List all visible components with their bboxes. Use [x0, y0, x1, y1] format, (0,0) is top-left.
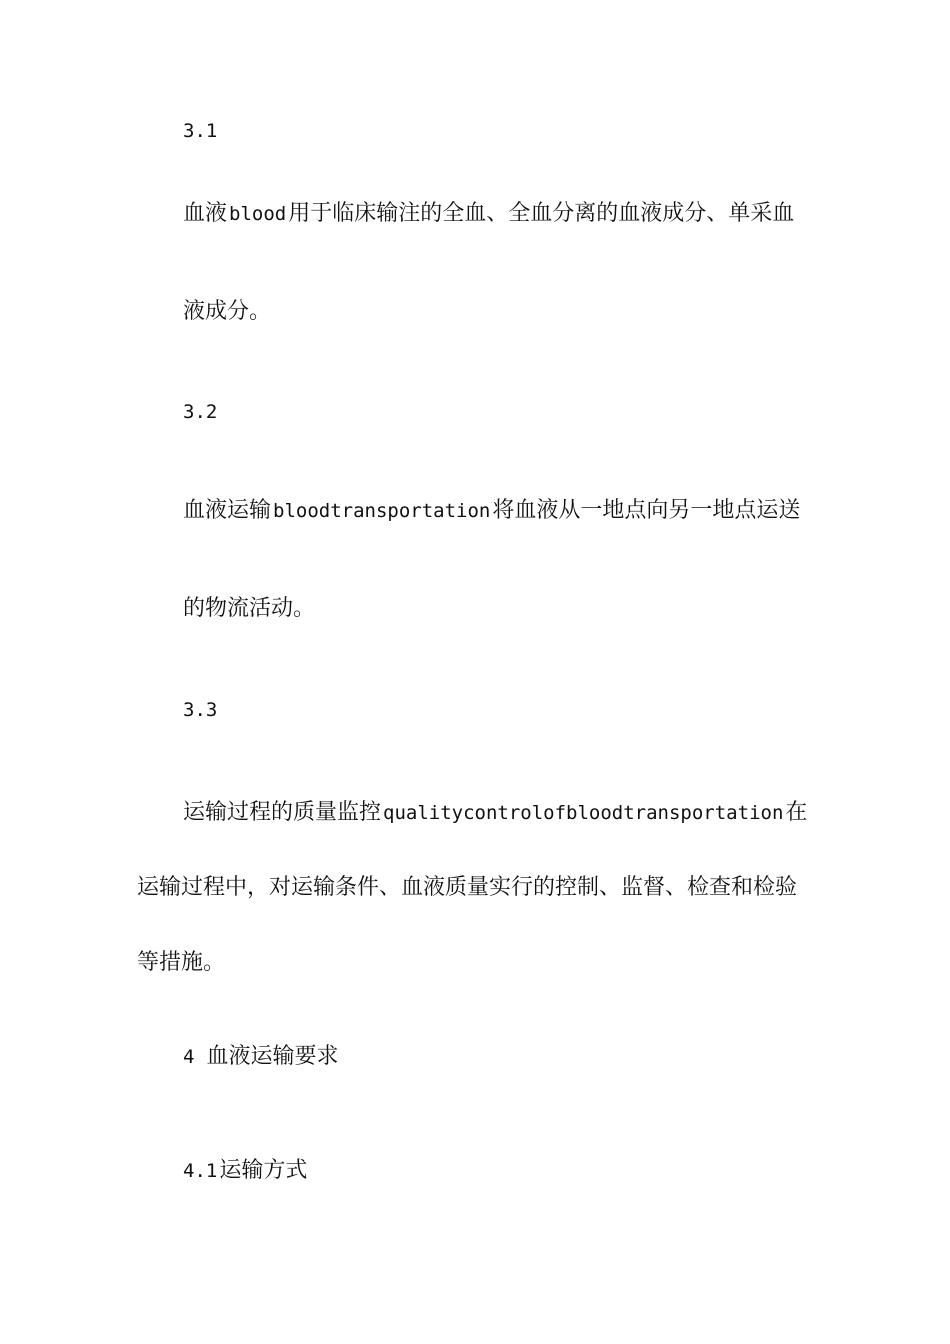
- definition-text: 在: [785, 800, 808, 825]
- definition-quality-line-3: [137, 949, 225, 977]
- definition-blood-line-1: [183, 200, 794, 228]
- term-en: bloodtransportation: [273, 500, 491, 522]
- section-heading-4-1: [183, 1157, 307, 1185]
- definition-transport-line-1: [183, 497, 800, 525]
- section-number-text: 3.2: [183, 401, 218, 423]
- definition-text: 的物流活动。: [183, 596, 316, 621]
- term-zh: 血液: [183, 201, 228, 226]
- definition-transport-line-2: [183, 595, 315, 623]
- section-heading-4: [183, 1043, 338, 1071]
- section-number-text: 3.3: [183, 699, 218, 721]
- section-number-text: 4.1: [183, 1160, 218, 1182]
- section-title: 血液运输要求: [206, 1044, 339, 1069]
- definition-text: 将血液从一地点向另一地点运送: [492, 498, 801, 523]
- definition-text: 用于临床输注的全血、全血分离的血液成分、单采血: [288, 201, 795, 226]
- definition-quality-line-2: [137, 874, 797, 902]
- term-en: blood: [229, 203, 287, 225]
- definition-quality-line-1: [183, 799, 807, 827]
- section-number-3-2: [183, 398, 217, 426]
- section-title: 运输方式: [219, 1158, 308, 1183]
- definition-blood-line-2: [183, 298, 271, 326]
- section-number-text: 4: [183, 1046, 195, 1068]
- definition-text: 等措施。: [137, 950, 226, 975]
- section-number-3-3: [183, 696, 217, 724]
- definition-text: 运输过程中，对运输条件、血液质量实行的控制、监督、检查和检验: [137, 875, 798, 900]
- section-number-text: 3.1: [183, 120, 218, 142]
- term-zh: 运输过程的质量监控: [183, 800, 382, 825]
- section-number-3-1: [183, 117, 217, 145]
- definition-text: 液成分。: [183, 299, 272, 324]
- term-en: qualitycontrolofbloodtransportation: [383, 802, 784, 824]
- term-zh: 血液运输: [183, 498, 272, 523]
